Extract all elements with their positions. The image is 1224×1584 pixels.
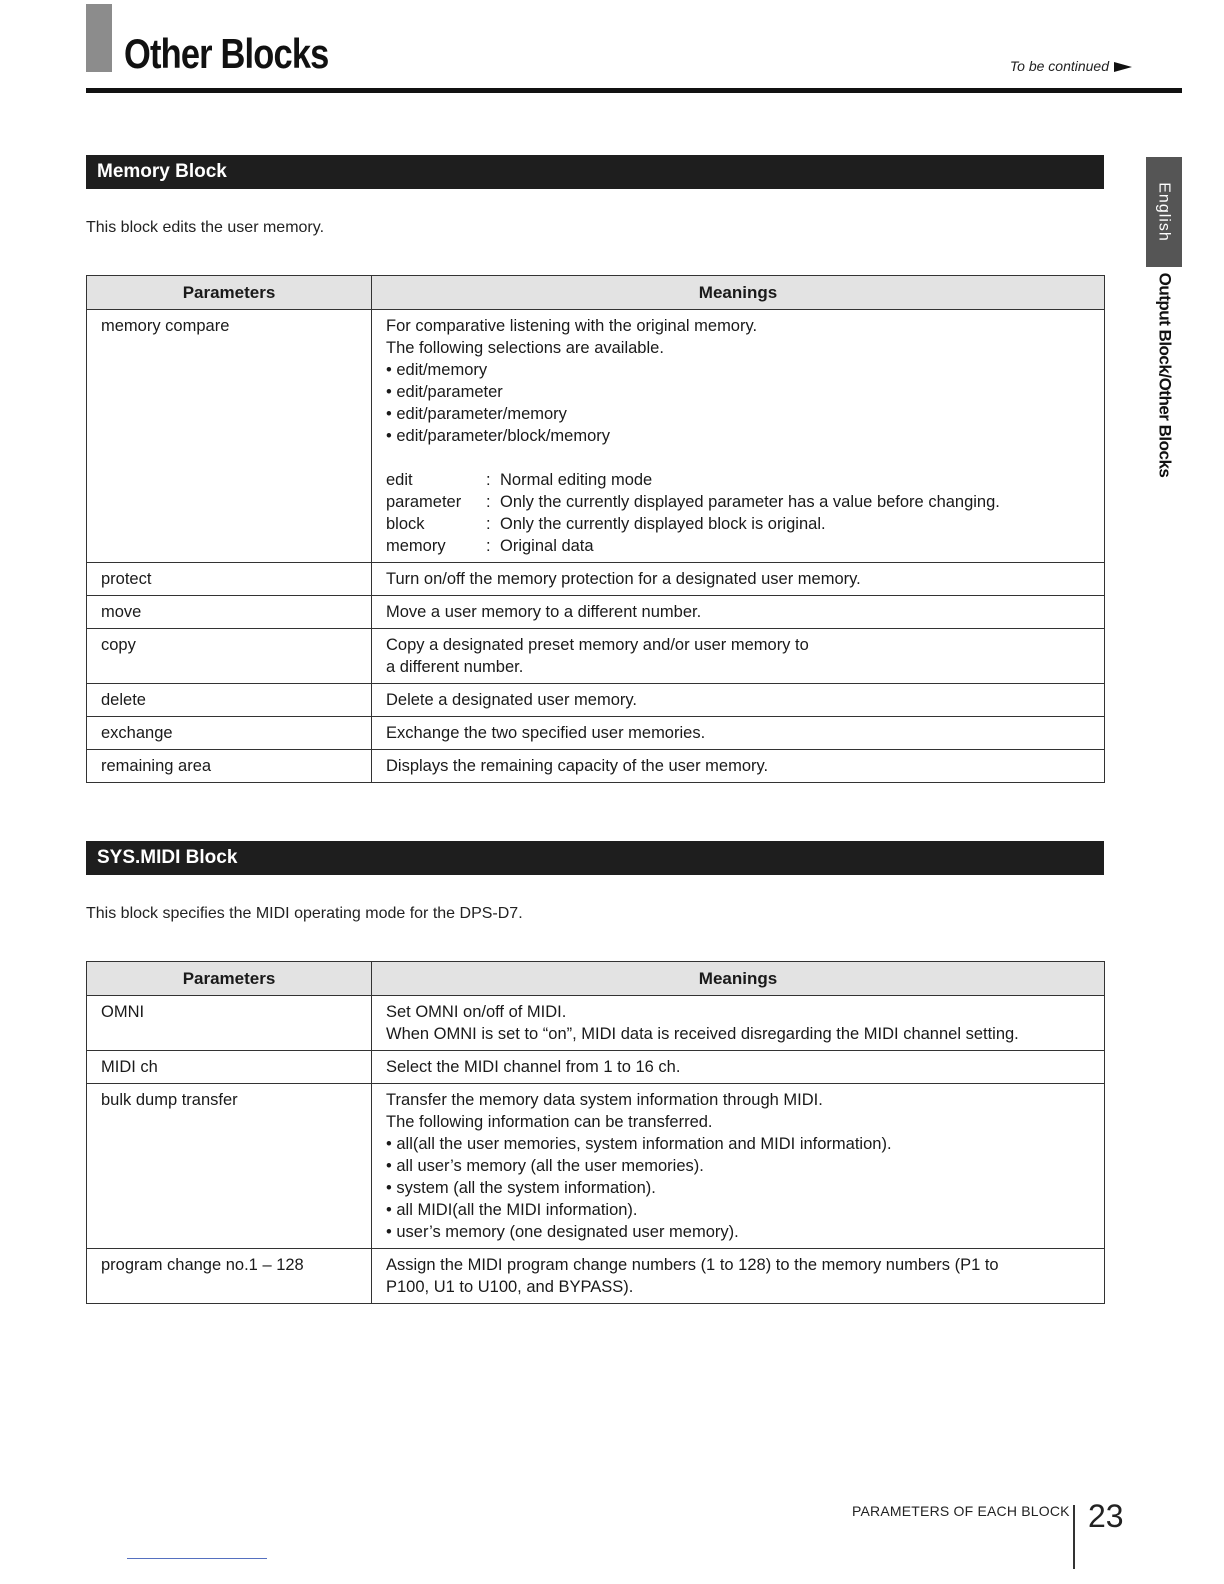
page-header: [86, 4, 1182, 96]
definition-text: Only the currently displayed parameter has a value before changing.: [500, 493, 1000, 511]
table-row: [87, 1249, 1105, 1304]
meaning-cell: [372, 1051, 1105, 1084]
table-row: [87, 717, 1105, 750]
meaning-line: For comparative listening with the original memory.: [386, 317, 758, 335]
page-number: 23: [1088, 1498, 1124, 1534]
meaning-line: a different number.: [386, 658, 524, 676]
language-tab: [1146, 157, 1182, 267]
meaning-cell: [372, 596, 1105, 629]
continued-note: [1010, 58, 1132, 74]
definition-row: memory : Original data: [386, 537, 594, 555]
title-divider: [86, 88, 1182, 93]
meaning-line: • all user’s memory (all the user memories).: [386, 1157, 704, 1175]
param-cell: protect: [87, 563, 372, 596]
meaning-cell: [372, 563, 1105, 596]
param-cell: program change no.1 – 128: [87, 1249, 372, 1304]
col-header-meanings: Meanings: [372, 962, 1105, 996]
memory-block-table: [86, 275, 1105, 783]
meaning-line: P100, U1 to U100, and BYPASS).: [386, 1278, 634, 1296]
table-row: [87, 563, 1105, 596]
continued-text: To be continued: [1009, 58, 1109, 74]
definition-row: edit : Normal editing mode: [386, 471, 653, 489]
meaning-cell: [372, 1249, 1105, 1304]
meaning-line: The following selections are available.: [386, 339, 664, 357]
meaning-line: • edit/memory: [386, 361, 488, 379]
sysmidi-block-intro: This block specifies the MIDI operating mode for the DPS-D7.: [86, 905, 523, 922]
table-row: [87, 996, 1105, 1051]
meaning-line: Move a user memory to a different number.: [386, 603, 702, 621]
param-cell: delete: [87, 684, 372, 717]
meaning-cell: [372, 1084, 1105, 1249]
table-row: [87, 629, 1105, 684]
definition-text: Original data: [500, 537, 594, 555]
table-row: [87, 1084, 1105, 1249]
col-header-parameters: Parameters: [87, 276, 372, 310]
meaning-line: Turn on/off the memory protection for a designated user memory.: [386, 570, 861, 588]
meaning-cell: [372, 629, 1105, 684]
meaning-line: Select the MIDI channel from 1 to 16 ch.: [386, 1058, 681, 1076]
definition-term: memory: [386, 537, 446, 555]
section-side-text: Output Block/Other Blocks: [1155, 272, 1174, 478]
table-row: [87, 310, 1105, 563]
definition-term: edit: [386, 471, 413, 489]
meaning-line: • all(all the user memories, system information and MIDI information).: [386, 1135, 892, 1153]
meaning-line: • edit/parameter/memory: [386, 405, 567, 423]
meaning-line: Copy a designated preset memory and/or user memory to: [386, 636, 809, 654]
meaning-line: • system (all the system information).: [386, 1179, 656, 1197]
param-cell: MIDI ch: [87, 1051, 372, 1084]
meaning-cell: [372, 684, 1105, 717]
meaning-line: The following information can be transferred.: [386, 1113, 713, 1131]
param-cell: memory compare: [87, 310, 372, 563]
table-row: [87, 1051, 1105, 1084]
table-row: [87, 596, 1105, 629]
param-cell: remaining area: [87, 750, 372, 783]
memory-block-header: Memory Block: [86, 155, 1104, 189]
param-cell: move: [87, 596, 372, 629]
table-header-row: [87, 276, 1105, 310]
page-title: Other Blocks: [124, 30, 329, 77]
meaning-line: • all MIDI(all the MIDI information).: [386, 1201, 638, 1219]
meaning-cell: [372, 996, 1105, 1051]
table-row: [87, 684, 1105, 717]
meaning-line: Exchange the two specified user memories.: [386, 724, 706, 742]
col-header-parameters: Parameters: [87, 962, 372, 996]
table-row: [87, 750, 1105, 783]
sysmidi-block-table: [86, 961, 1105, 1304]
definition-row: block : Only the currently displayed block is original.: [386, 515, 826, 533]
definition-term: block: [386, 515, 425, 533]
meaning-cell: [372, 717, 1105, 750]
meaning-line: • edit/parameter/block/memory: [386, 427, 611, 445]
definition-text: Normal editing mode: [500, 471, 653, 489]
meaning-line: Transfer the memory data system information through MIDI.: [386, 1091, 823, 1109]
footer-divider: [1073, 1505, 1075, 1569]
title-accent-bar: [86, 4, 112, 72]
meaning-line: • edit/parameter: [386, 383, 503, 401]
definition-term: parameter: [386, 493, 462, 511]
meaning-line: • user’s memory (one designated user memory).: [386, 1223, 739, 1241]
definition-row: parameter : Only the currently displayed parameter has a value before changing.: [386, 493, 1000, 511]
definition-text: Only the currently displayed block is original.: [500, 515, 826, 533]
memory-block-intro: This block edits the user memory.: [86, 219, 325, 236]
section-side-label: [1144, 270, 1184, 480]
param-cell: bulk dump transfer: [87, 1084, 372, 1249]
col-header-meanings: Meanings: [372, 276, 1105, 310]
table-header-row: [87, 962, 1105, 996]
meaning-cell: [372, 310, 1105, 563]
meaning-cell: [372, 750, 1105, 783]
param-cell: OMNI: [87, 996, 372, 1051]
bottom-rule: [127, 1558, 267, 1559]
meaning-line: When OMNI is set to “on”, MIDI data is received disregarding the MIDI channel setting.: [386, 1025, 1019, 1043]
meaning-line: Displays the remaining capacity of the user memory.: [386, 757, 769, 775]
sysmidi-block-header: SYS.MIDI Block: [86, 841, 1104, 875]
param-cell: exchange: [87, 717, 372, 750]
meaning-line: Set OMNI on/off of MIDI.: [386, 1003, 567, 1021]
language-tab-label: English: [1156, 182, 1174, 242]
arrow-right-icon: [1114, 62, 1132, 72]
footer-section-label: PARAMETERS OF EACH BLOCK: [852, 1503, 1070, 1519]
meaning-line: Assign the MIDI program change numbers (1 to 128) to the memory numbers (P1 to: [386, 1256, 999, 1274]
param-cell: copy: [87, 629, 372, 684]
meaning-line: Delete a designated user memory.: [386, 691, 637, 709]
